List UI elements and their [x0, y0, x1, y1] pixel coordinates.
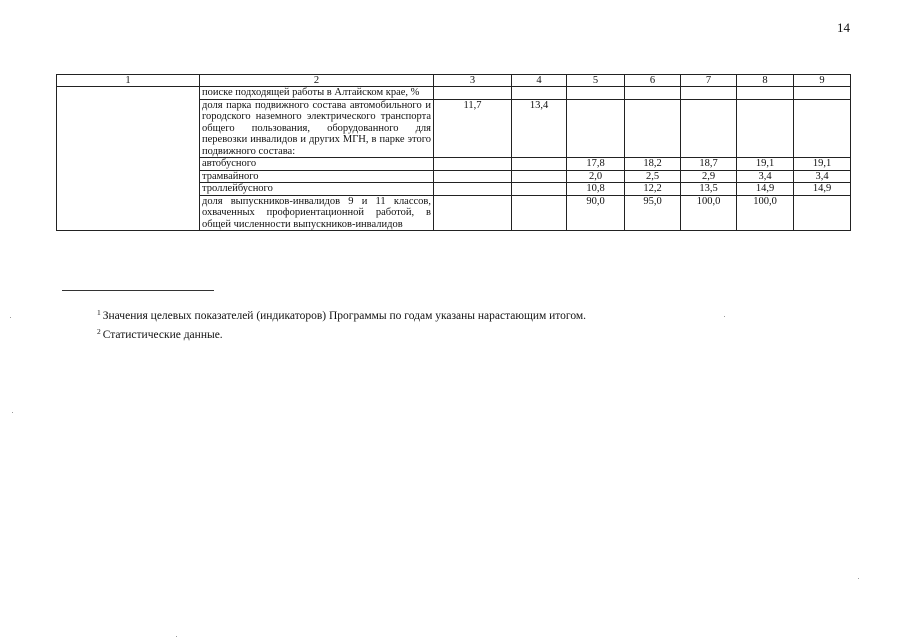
value-cell: [434, 195, 512, 231]
value-cell: 3,4: [794, 170, 851, 183]
indicator-name: автобусного: [200, 158, 434, 171]
column-header: 2: [200, 75, 434, 87]
value-cell: [794, 99, 851, 158]
value-cell: 11,7: [434, 99, 512, 158]
column-header: 7: [681, 75, 737, 87]
column-header: 3: [434, 75, 512, 87]
value-cell: [434, 87, 512, 100]
footnote-mark: 1: [97, 308, 101, 317]
table-row: [57, 87, 851, 100]
footnotes: [97, 305, 586, 343]
indicator-name: доля выпускников-инвалидов 9 и 11 классов, охваченных профориентационной работой, в общей численности выпускников-инвалидов: [200, 195, 434, 231]
column-header: 1: [57, 75, 200, 87]
value-cell: [567, 99, 625, 158]
scan-speck: [176, 636, 177, 637]
value-cell: [567, 87, 625, 100]
value-cell: [681, 99, 737, 158]
value-cell: 3,4: [737, 170, 794, 183]
column-header: 8: [737, 75, 794, 87]
value-cell: 10,8: [567, 183, 625, 196]
value-cell: 95,0: [625, 195, 681, 231]
indicators-table: [56, 74, 851, 231]
value-cell: [625, 87, 681, 100]
value-cell: [512, 183, 567, 196]
column-header: 6: [625, 75, 681, 87]
value-cell: 2,0: [567, 170, 625, 183]
value-cell: [794, 195, 851, 231]
column-header: 9: [794, 75, 851, 87]
value-cell: 14,9: [737, 183, 794, 196]
value-cell: 12,2: [625, 183, 681, 196]
value-cell: [434, 183, 512, 196]
value-cell: 2,9: [681, 170, 737, 183]
value-cell: [512, 195, 567, 231]
page-number: 14: [837, 20, 850, 35]
footnote-text: Значения целевых показателей (индикаторов) Программы по годам указаны нарастающим итогом.: [102, 310, 587, 322]
value-cell: [434, 158, 512, 171]
scan-speck: [724, 316, 725, 317]
value-cell: 2,5: [625, 170, 681, 183]
value-cell: 19,1: [737, 158, 794, 171]
value-cell: [512, 87, 567, 100]
value-cell: [737, 99, 794, 158]
indicator-name: троллейбусного: [200, 183, 434, 196]
value-cell: 19,1: [794, 158, 851, 171]
column-header: 5: [567, 75, 625, 87]
value-cell: 14,9: [794, 183, 851, 196]
value-cell: [512, 158, 567, 171]
value-cell: [512, 170, 567, 183]
value-cell: 90,0: [567, 195, 625, 231]
value-cell: 100,0: [737, 195, 794, 231]
scan-speck: [858, 578, 859, 579]
footnote-item: [97, 305, 586, 324]
program-cell-empty: [57, 87, 200, 231]
value-cell: 13,5: [681, 183, 737, 196]
footnote-text: Статистические данные.: [102, 329, 223, 341]
value-cell: 13,4: [512, 99, 567, 158]
footnote-item: [97, 324, 586, 343]
value-cell: [794, 87, 851, 100]
value-cell: 17,8: [567, 158, 625, 171]
indicator-name: поиске подходящей работы в Алтайском крае, %: [200, 87, 434, 100]
value-cell: 100,0: [681, 195, 737, 231]
scan-speck: [12, 412, 13, 413]
value-cell: 18,7: [681, 158, 737, 171]
footnote-mark: 2: [97, 327, 101, 336]
value-cell: [681, 87, 737, 100]
value-cell: [625, 99, 681, 158]
table-header-row: [57, 75, 851, 87]
column-header: 4: [512, 75, 567, 87]
value-cell: [737, 87, 794, 100]
indicator-name: доля парка подвижного состава автомобильного и городского наземного электрического транспорта общего пользования, оборудованного для перевозки инвалидов и других МГН, в парке этого подвижного состава:: [200, 99, 434, 158]
indicator-name: трамвайного: [200, 170, 434, 183]
value-cell: [434, 170, 512, 183]
scan-speck: [10, 317, 11, 318]
footnote-separator: [62, 290, 214, 291]
value-cell: 18,2: [625, 158, 681, 171]
